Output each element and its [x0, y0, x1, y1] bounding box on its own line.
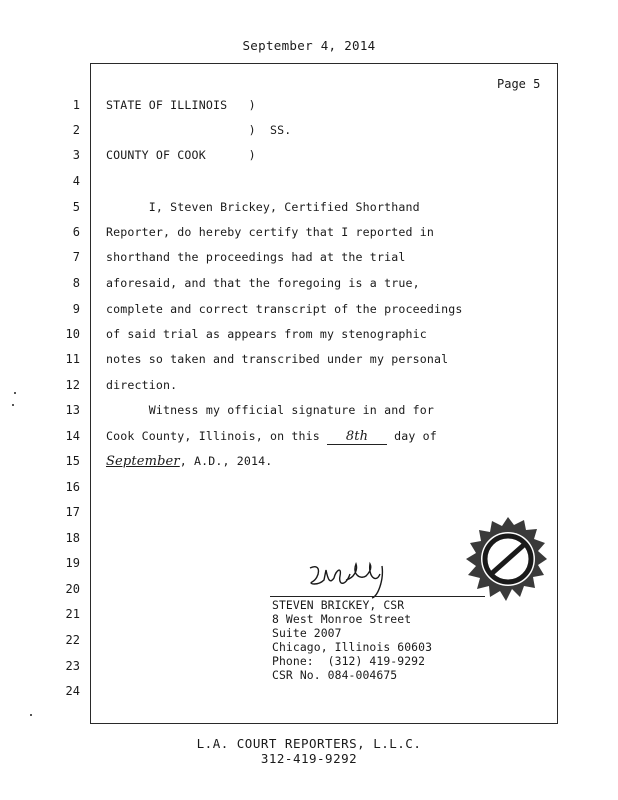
- transcript-line-11: notes so taken and transcribed under my personal: [106, 352, 449, 366]
- scan-speck: [12, 404, 14, 406]
- handwritten-signature: [300, 560, 410, 600]
- line-number: 18: [65, 531, 80, 545]
- transcript-line-6: Reporter, do hereby certify that I reported in: [106, 225, 434, 239]
- page-number: Page 5: [497, 77, 541, 91]
- line-number: 20: [65, 582, 80, 596]
- line-number: 17: [65, 505, 80, 519]
- line-number: 14: [65, 429, 80, 443]
- transcript-line-9: complete and correct transcript of the proceedings: [106, 302, 463, 316]
- transcript-line-14: [106, 429, 437, 445]
- handwritten-day: 8th: [327, 429, 387, 445]
- line-number: 1: [72, 98, 80, 112]
- reporter-csr-number: CSR No. 084-004675: [272, 668, 398, 682]
- line-number: 5: [72, 200, 80, 214]
- line-number: 24: [65, 684, 80, 698]
- transcript-line-5: I, Steven Brickey, Certified Shorthand: [106, 200, 420, 214]
- line-number: 7: [72, 250, 80, 264]
- transcript-line-13: Witness my official signature in and for: [106, 403, 434, 417]
- handwritten-month: September: [106, 454, 180, 469]
- signature-line: [270, 596, 485, 597]
- line-14-lead: Cook County, Illinois, on this: [106, 429, 328, 443]
- reporter-phone: Phone: (312) 419-9292: [272, 654, 426, 668]
- line-number: 15: [65, 454, 80, 468]
- transcript-line-2: ) SS.: [106, 123, 292, 137]
- transcript-line-15: [106, 454, 272, 469]
- scan-speck: [14, 392, 16, 394]
- page-frame-top: [90, 63, 558, 64]
- page-frame-bottom: [90, 723, 558, 724]
- line-number: 8: [72, 276, 80, 290]
- transcript-line-12: direction.: [106, 378, 178, 392]
- page-frame-right: [557, 63, 558, 723]
- line-number: 21: [65, 607, 80, 621]
- reporter-city: Chicago, Illinois 60603: [272, 640, 433, 654]
- line-14-tail: day of: [387, 429, 437, 443]
- line-number: 4: [72, 174, 80, 188]
- footer-company: L.A. COURT REPORTERS, L.L.C.: [196, 736, 422, 751]
- reporter-name: STEVEN BRICKEY, CSR: [272, 598, 405, 612]
- line-number: 13: [65, 403, 80, 417]
- header-date: September 4, 2014: [242, 38, 376, 53]
- line-number: 11: [65, 352, 80, 366]
- line-number: 23: [65, 659, 80, 673]
- line-number: 3: [72, 148, 80, 162]
- official-seal-icon: [462, 515, 554, 607]
- line-number: 2: [72, 123, 80, 137]
- line-number: 19: [65, 556, 80, 570]
- transcript-line-7: shorthand the proceedings had at the trial: [106, 250, 406, 264]
- reporter-address-line-2: Suite 2007: [272, 626, 342, 640]
- transcript-line-10: of said trial as appears from my stenographic: [106, 327, 427, 341]
- scan-speck: [30, 714, 32, 716]
- page-frame-left: [90, 63, 91, 723]
- line-number: 9: [72, 302, 80, 316]
- transcript-line-3: COUNTY OF COOK ): [106, 148, 256, 162]
- line-15-tail: , A.D., 2014.: [179, 454, 273, 468]
- reporter-address-line-1: 8 West Monroe Street: [272, 612, 412, 626]
- transcript-line-8: aforesaid, and that the foregoing is a true,: [106, 276, 420, 290]
- line-number: 22: [65, 633, 80, 647]
- footer-phone: 312-419-9292: [260, 751, 358, 766]
- line-number: 16: [65, 480, 80, 494]
- line-number: 12: [65, 378, 80, 392]
- line-number: 10: [65, 327, 80, 341]
- line-number: 6: [72, 225, 80, 239]
- transcript-line-1: STATE OF ILLINOIS ): [106, 98, 256, 112]
